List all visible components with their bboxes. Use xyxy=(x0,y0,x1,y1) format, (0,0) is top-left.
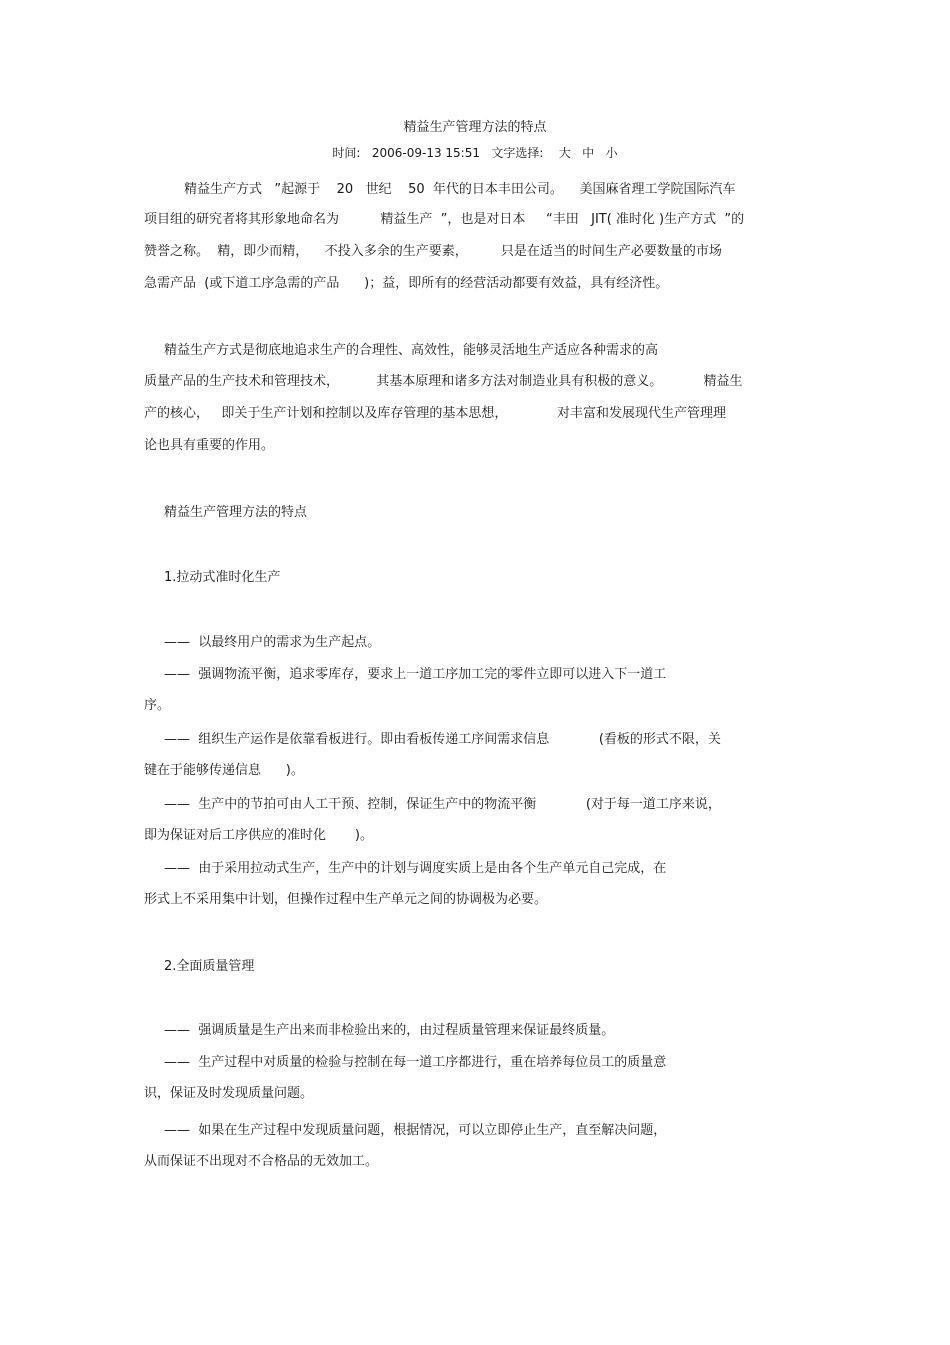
paragraph-1-line-1: 精益生产方式 ”起源于 20 世纪 50 年代的日本丰田公司。 美国麻省理工学院国际汽车 xyxy=(184,182,736,197)
section-1-item-line: 序。 xyxy=(144,698,171,713)
paragraph-2-line-3: 产的核心， 即关于生产计划和控制以及库存管理的基本思想， 对丰富和发展现代生产管理理 xyxy=(144,406,726,421)
section-1-item-line: —— 由于采用拉动式生产，生产中的计划与调度实质上是由各个生产单元自己完成，在 xyxy=(164,861,667,876)
article-meta: 时间: 2006-09-13 15:51 文字选择: 大 中 小 xyxy=(332,146,618,160)
section-1-item-line: —— 组织生产运作是依靠看板进行。即由看板传递工序间需求信息 (看板的形式不限，关 xyxy=(164,732,721,747)
section-2-item-line: —— 生产过程中对质量的检验与控制在每一道工序都进行，重在培养每位员工的质量意 xyxy=(164,1055,667,1070)
section-1-item-line: 键在于能够传递信息 )。 xyxy=(144,763,304,778)
section-2-item-line: 识，保证及时发现质量问题。 xyxy=(144,1086,314,1101)
paragraph-2-line-2: 质量产品的生产技术和管理技术， 其基本原理和诸多方法对制造业具有积极的意义。 精益生 xyxy=(144,374,743,389)
paragraph-1-line-4: 急需产品 (或下道工序急需的产品 )；益，即所有的经营活动都要有效益，具有经济性。 xyxy=(144,276,669,291)
article-title: 精益生产管理方法的特点 xyxy=(403,120,547,135)
paragraph-1-line-2: 项目组的研究者将其形象地命名为 精益生产 ”，也是对日本 “丰田 JIT( 准时化 )生产方式 ”的 xyxy=(144,212,745,227)
section-1-heading: 1.拉动式准时化生产 xyxy=(164,570,281,585)
paragraph-1-line-3: 赞誉之称。 精，即少而精， 不投入多余的生产要素， 只是在适当的时间生产必要数量的市场 xyxy=(144,244,722,259)
section-2-heading: 2.全面质量管理 xyxy=(164,959,255,974)
section-2-item-line: —— 强调质量是生产出来而非检验出来的，由过程质量管理来保证最终质量。 xyxy=(164,1023,615,1038)
paragraph-2-line-1: 精益生产方式是彻底地追求生产的合理性、高效性，能够灵活地生产适应各种需求的高 xyxy=(164,343,659,358)
section-2-item-line: —— 如果在生产过程中发现质量问题，根据情况，可以立即停止生产，直至解决问题， xyxy=(164,1123,667,1138)
section-1-item-line: —— 强调物流平衡，追求零库存，要求上一道工序加工完的零件立即可以进入下一道工 xyxy=(164,667,667,682)
section-heading: 精益生产管理方法的特点 xyxy=(164,505,308,520)
section-1-item-line: —— 生产中的节拍可由人工干预、控制，保证生产中的物流平衡 (对于每一道工序来说， xyxy=(164,797,721,812)
section-1-item-line: 即为保证对后工序供应的准时化 )。 xyxy=(144,828,373,843)
section-1-item-line: —— 以最终用户的需求为生产起点。 xyxy=(164,635,381,650)
section-2-item-line: 从而保证不出现对不合格品的无效加工。 xyxy=(144,1154,379,1169)
paragraph-2-line-4: 论也具有重要的作用。 xyxy=(144,438,275,453)
section-1-item-line: 形式上不采用集中计划，但操作过程中生产单元之间的协调极为必要。 xyxy=(144,892,548,907)
